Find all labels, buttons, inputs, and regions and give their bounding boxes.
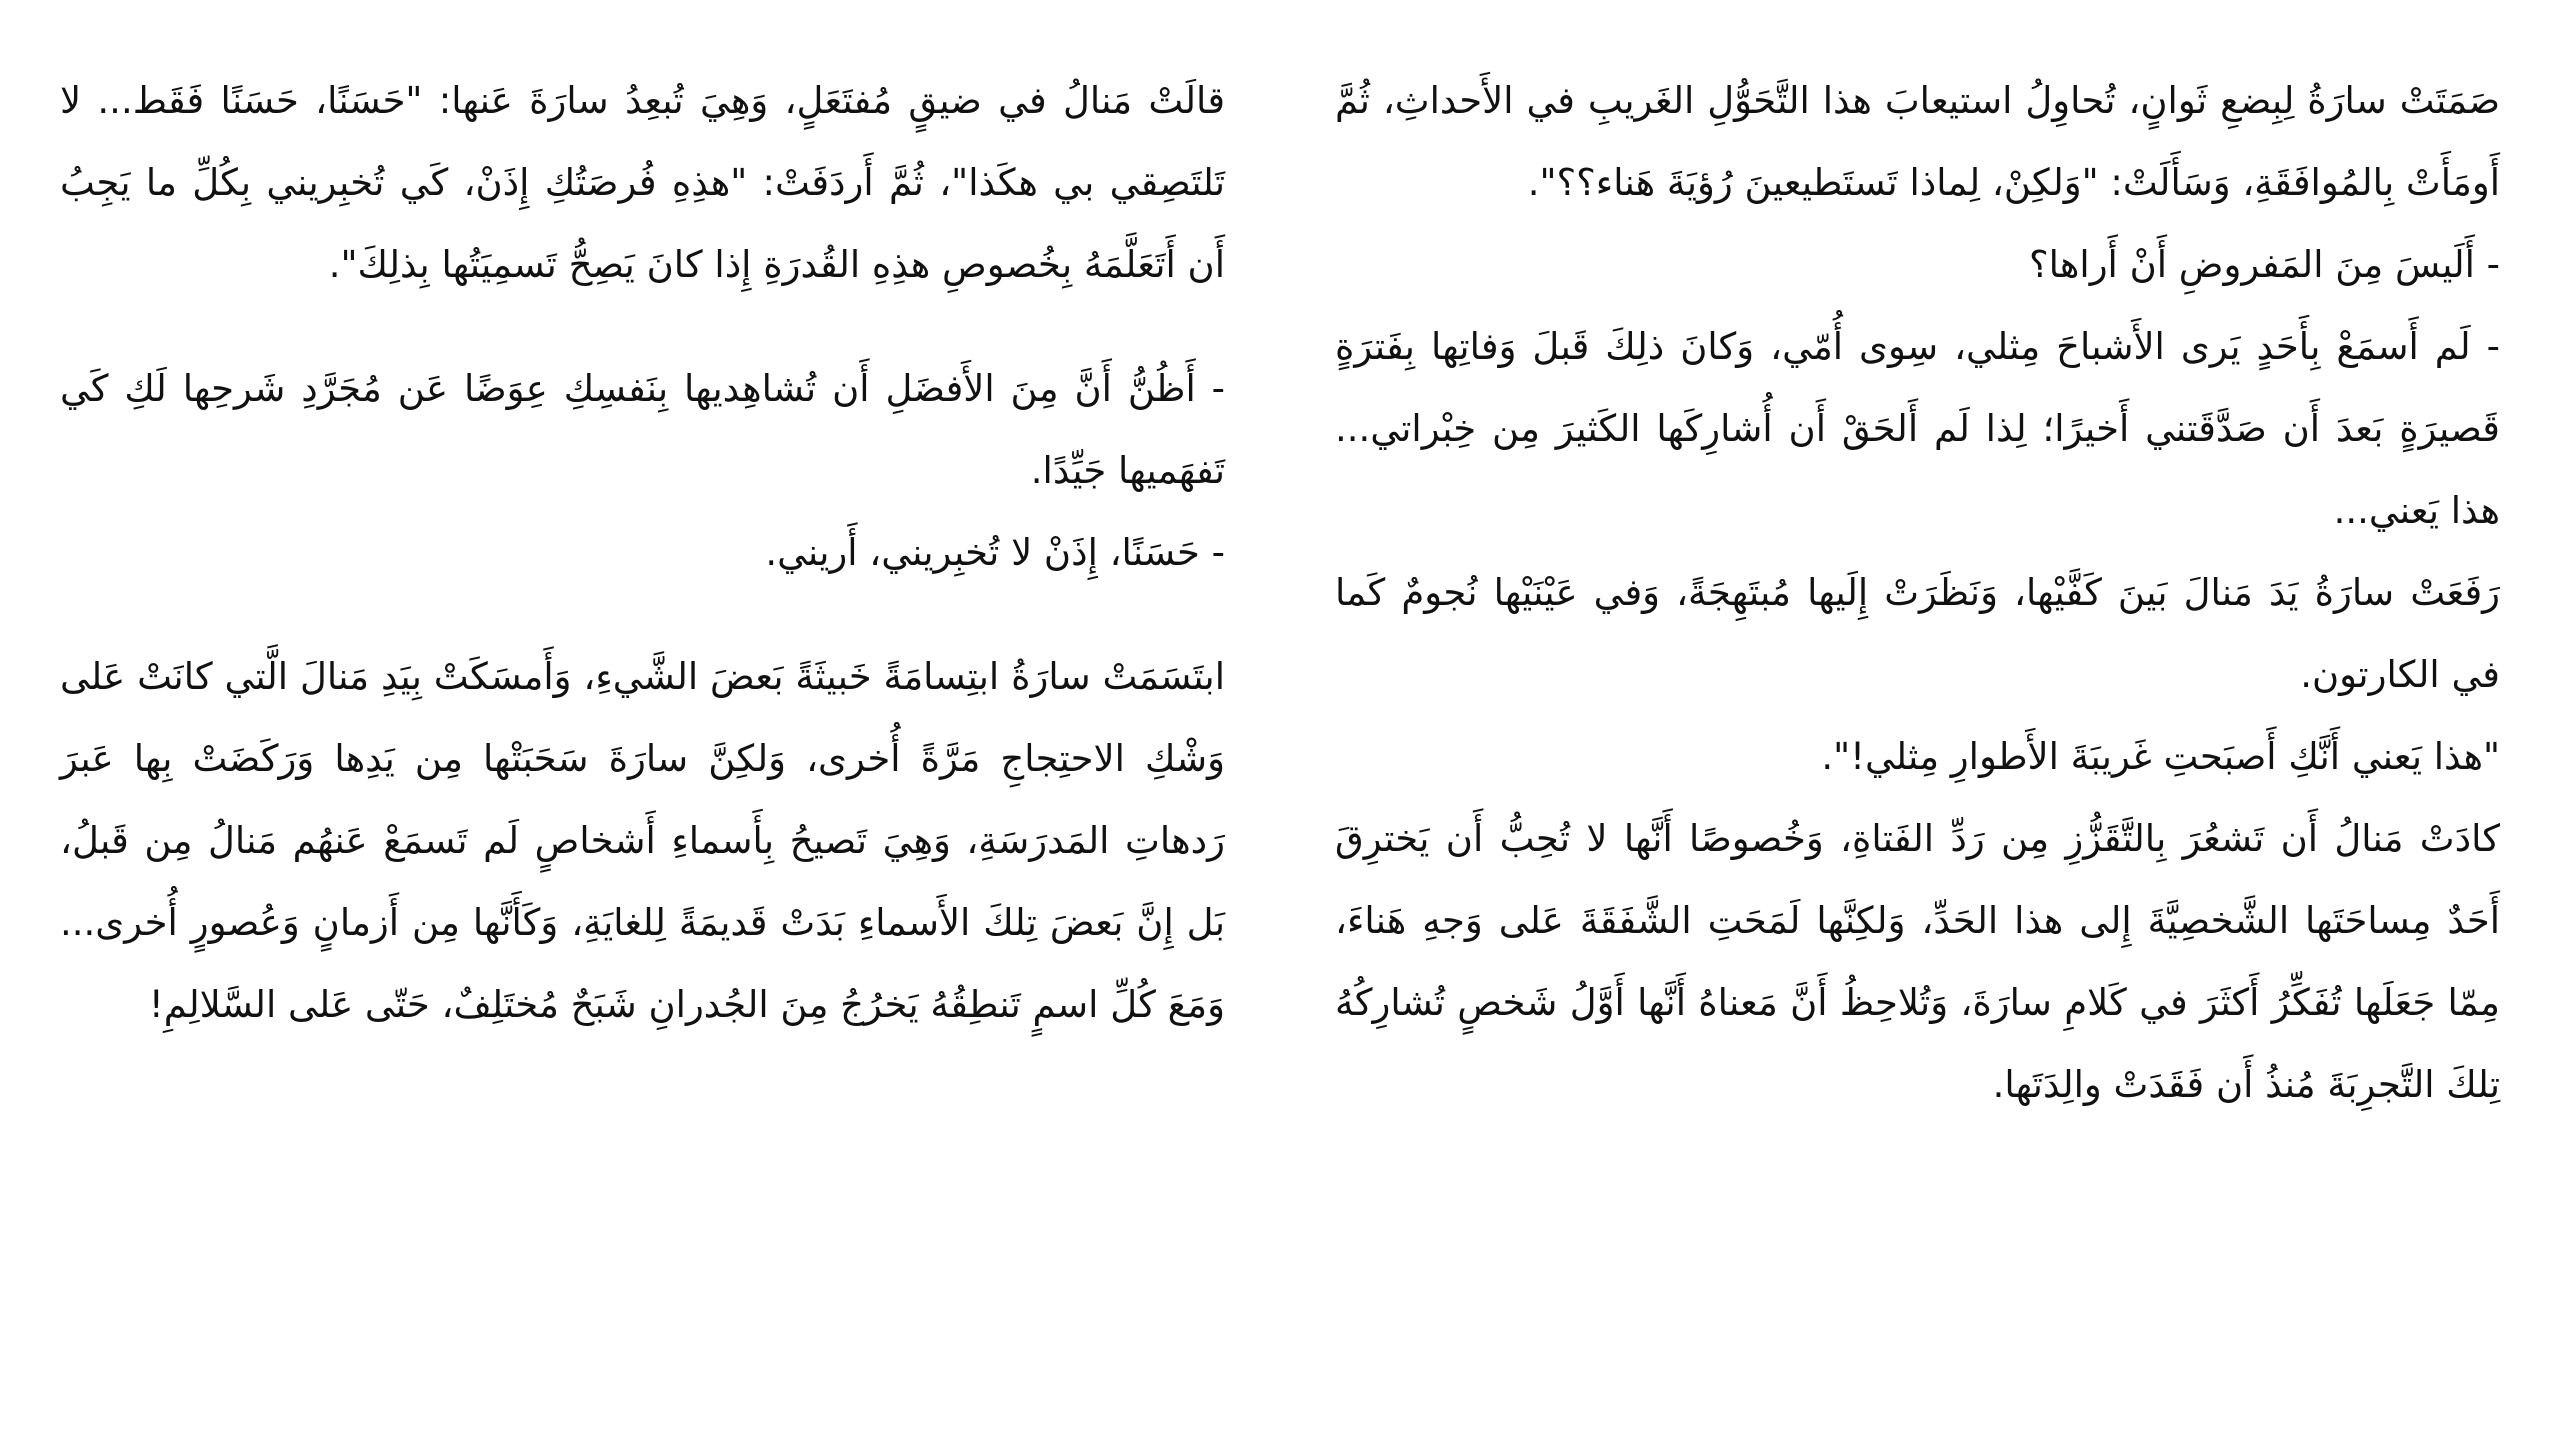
paragraph: ابتَسَمَتْ سارَةُ ابتِسامَةً خَبيثَةً بَعضَ الشَّيءِ، وَأَمسَكَتْ بِيَدِ مَنالَ الَّتي كانَتْ عَلى وَشْكِ الاحتِجاجِ مَرَّةً أُخرى، وَلكِنَّ سارَةَ سَحَبَتْها مِن يَدِها وَرَكَضَتْ بِها عَبرَ رَدهاتِ المَدرَسَةِ، وَهِيَ تَصيحُ بِأَسماءِ أَشخاصٍ لَم تَسمَعْ عَنهُم مَنالُ مِن قَبلُ، بَل إِنَّ بَعضَ تِلكَ الأَسماءِ بَدَتْ قَديمَةً لِلغايَةِ، وَكَأَنَّها مِن أَزمانٍ وَعُصورٍ أُخرى... وَمَعَ كُلِّ اسمٍ تَنطِقُهُ يَخرُجُ مِنَ الجُدرانِ شَبَحٌ مُختَلِفٌ، حَتّى عَلى السَّلالِمِ! [60, 655, 1225, 1026]
paragraph: - أَلَيسَ مِنَ المَفروضِ أَنْ أَراها؟ [2028, 243, 2500, 286]
paragraph: - أَظُنُّ أَنَّ مِنَ الأَفضَلِ أَن تُشاهِديها بِنَفسِكِ عِوَضًا عَن مُجَرَّدِ شَرحِها لَكِ كَي تَفهَميها جَيِّدًا. [60, 367, 1225, 492]
paragraph: كادَتْ مَنالُ أَن تَشعُرَ بِالتَّقَزُّزِ مِن رَدِّ الفَتاةِ، وَخُصوصًا أَنَّها لا تُحِبُّ أَن يَخترِقَ أَحَدٌ مِساحَتَها الشَّخصِيَّةَ إِلى هذا الحَدِّ، وَلكِنَّها لَمَحَتِ الشَّفَقَةَ عَلى وَجهِ هَناءَ، مِمّا جَعَلَها تُفَكِّرُ أَكثَرَ في كَلامِ سارَةَ، وَتُلاحِظُ أَنَّ مَعناهُ أَنَّها أَوَّلُ شَخصٍ تُشارِكُهُ تِلكَ التَّجرِبَةَ مُنذُ أَن فَقَدَتْ والِدَتَها. [1335, 817, 2500, 1106]
paragraph: - حَسَنًا، إِذَنْ لا تُخبِريني، أَريني. [765, 531, 1225, 574]
right-page-column [1335, 60, 2500, 1400]
paragraph: قالَتْ مَنالُ في ضيقٍ مُفتَعَلٍ، وَهِيَ تُبعِدُ سارَةَ عَنها: "حَسَنًا، حَسَنًا فَقَط... لا تَلتَصِقي بي هكَذا"، ثُمَّ أَردَفَتْ: "هذِهِ فُرصَتُكِ إِذَنْ، كَي تُخبِريني بِكُلِّ ما يَجِبُ أَن أَتَعَلَّمَهُ بِخُصوصِ هذِهِ القُدرَةِ إِذا كانَ يَصِحُّ تَسمِيَتُها بِذلِكَ". [60, 79, 1225, 286]
left-page-column [60, 60, 1225, 1400]
paragraph: رَفَعَتْ سارَةُ يَدَ مَنالَ بَينَ كَفَّيْها، وَنَظَرَتْ إِلَيها مُبتَهِجَةً، وَفي عَيْنَيْها نُجومٌ كَما في الكارتون. [1335, 571, 2500, 696]
paragraph: صَمَتَتْ سارَةُ لِبِضعِ ثَوانٍ، تُحاوِلُ استيعابَ هذا التَّحَوُّلِ الغَريبِ في الأَحداثِ، ثُمَّ أَومَأَتْ بِالمُوافَقَةِ، وَسَأَلَتْ: "وَلكِنْ، لِماذا تَستَطيعينَ رُؤيَةَ هَناء؟؟". [1335, 79, 2500, 204]
paragraph: "هذا يَعني أَنَّكِ أَصبَحتِ غَريبَةَ الأَطوارِ مِثلي!". [1821, 735, 2500, 778]
paragraph: - لَم أَسمَعْ بِأَحَدٍ يَرى الأَشباحَ مِثلي، سِوى أُمّي، وَكانَ ذلِكَ قَبلَ وَفاتِها بِفَترَةٍ قَصيرَةٍ بَعدَ أَن صَدَّقَتني أَخيرًا؛ لِذا لَم أَلحَقْ أَن أُشارِكَها الكَثيرَ مِن خِبْراتي... هذا يَعني... [1335, 325, 2500, 532]
